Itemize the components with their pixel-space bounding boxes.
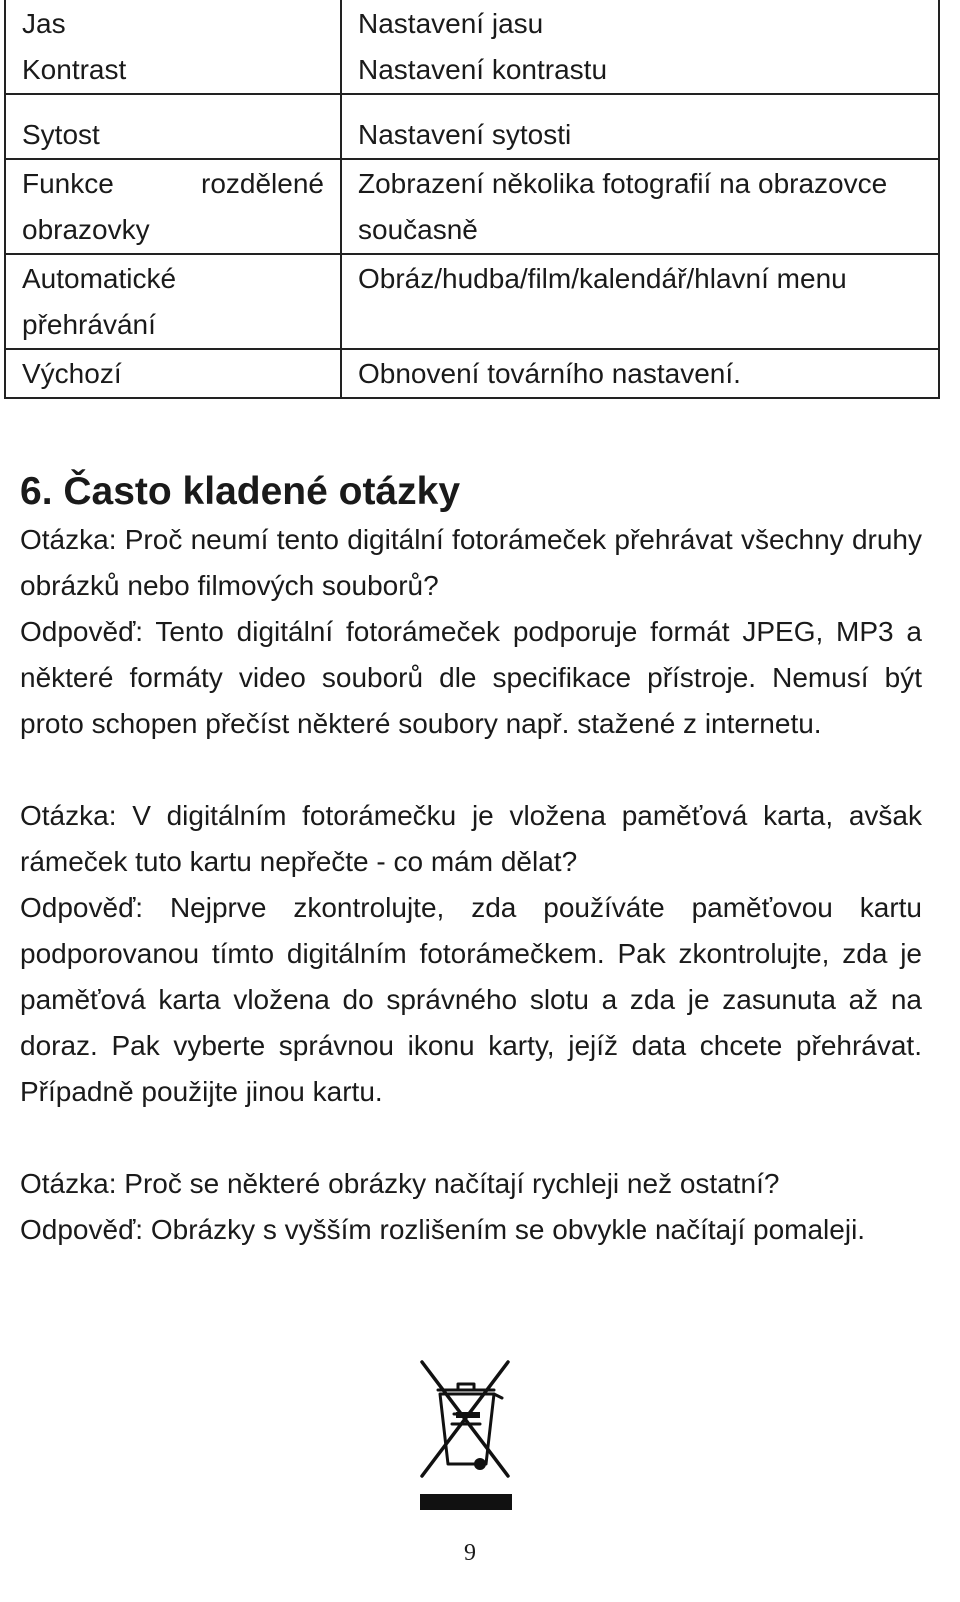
table-row bbox=[5, 94, 939, 159]
setting-description: Obnovení továrního nastavení. bbox=[358, 358, 741, 389]
setting-name-word: Funkce bbox=[22, 168, 114, 199]
faq-answer: Odpověď: Tento digitální fotorámeček podporuje formát JPEG, MP3 a některé formáty video souborů dle specifikace přístroje. Nemusí být proto schopen přečíst některé soubory např. stažené z internetu. bbox=[20, 616, 922, 739]
section-heading: 6. Často kladené otázky bbox=[20, 470, 461, 513]
setting-name: Výchozí bbox=[22, 358, 122, 389]
setting-description: Obráz/hudba/film/kalendář/hlavní menu bbox=[358, 263, 847, 294]
setting-description-cell bbox=[341, 254, 939, 349]
faq-question: Otázka: Proč neumí tento digitální fotorámeček přehrávat všechny druhy obrázků nebo filmových souborů? bbox=[20, 524, 922, 601]
setting-description-cell bbox=[341, 0, 939, 94]
setting-name-cell bbox=[5, 254, 341, 349]
setting-description-cell bbox=[341, 94, 939, 159]
setting-name: přehrávání bbox=[22, 309, 156, 340]
spacer bbox=[20, 1115, 922, 1161]
setting-name: Automatické bbox=[22, 263, 177, 294]
crossed-out-wheelie-bin-icon bbox=[418, 1358, 514, 1514]
setting-description: Nastavení kontrastu bbox=[358, 54, 608, 85]
page-number: 9 bbox=[464, 1540, 476, 1566]
settings-table bbox=[4, 0, 940, 399]
setting-name-cell bbox=[5, 94, 341, 159]
table-row bbox=[5, 349, 939, 398]
setting-description: současně bbox=[358, 214, 478, 245]
table-row bbox=[5, 159, 939, 254]
setting-description-cell bbox=[341, 349, 939, 398]
faq-answer: Odpověď: Nejprve zkontrolujte, zda používáte paměťovou kartu podporovanou tímto digitálním fotorámečkem. Pak zkontrolujte, zda je paměťová karta vložena do správného slotu a zda je zasunuta až na doraz. Pak vyberte správnou ikonu karty, jejíž data chcete přehrávat. Případně použijte jinou kartu. bbox=[20, 892, 922, 1107]
setting-description: Nastavení sytosti bbox=[358, 119, 572, 150]
setting-name-cell bbox=[5, 159, 341, 254]
setting-description: Zobrazení několika fotografií na obrazovce bbox=[358, 168, 888, 199]
setting-name-justified bbox=[22, 161, 340, 207]
faq-question: Otázka: V digitálním fotorámečku je vložena paměťová karta, avšak rámeček tuto kartu nepřečte - co mám dělat? bbox=[20, 800, 922, 877]
spacer bbox=[20, 747, 922, 793]
faq-section bbox=[20, 517, 922, 1253]
setting-description-cell bbox=[341, 159, 939, 254]
setting-name: Sytost bbox=[22, 119, 100, 150]
faq-answer: Odpověď: Obrázky s vyšším rozlišením se obvykle načítají pomaleji. bbox=[20, 1214, 866, 1245]
setting-name-cell bbox=[5, 349, 341, 398]
setting-name: obrazovky bbox=[22, 214, 150, 245]
table-row bbox=[5, 254, 939, 349]
setting-name-cell bbox=[5, 0, 341, 94]
setting-name-word: rozdělené bbox=[201, 168, 324, 199]
setting-name: Jas bbox=[22, 8, 66, 39]
setting-name: Kontrast bbox=[22, 54, 127, 85]
faq-question: Otázka: Proč se některé obrázky načítají rychleji než ostatní? bbox=[20, 1168, 780, 1199]
table-row bbox=[5, 0, 939, 94]
setting-description: Nastavení jasu bbox=[358, 8, 544, 39]
